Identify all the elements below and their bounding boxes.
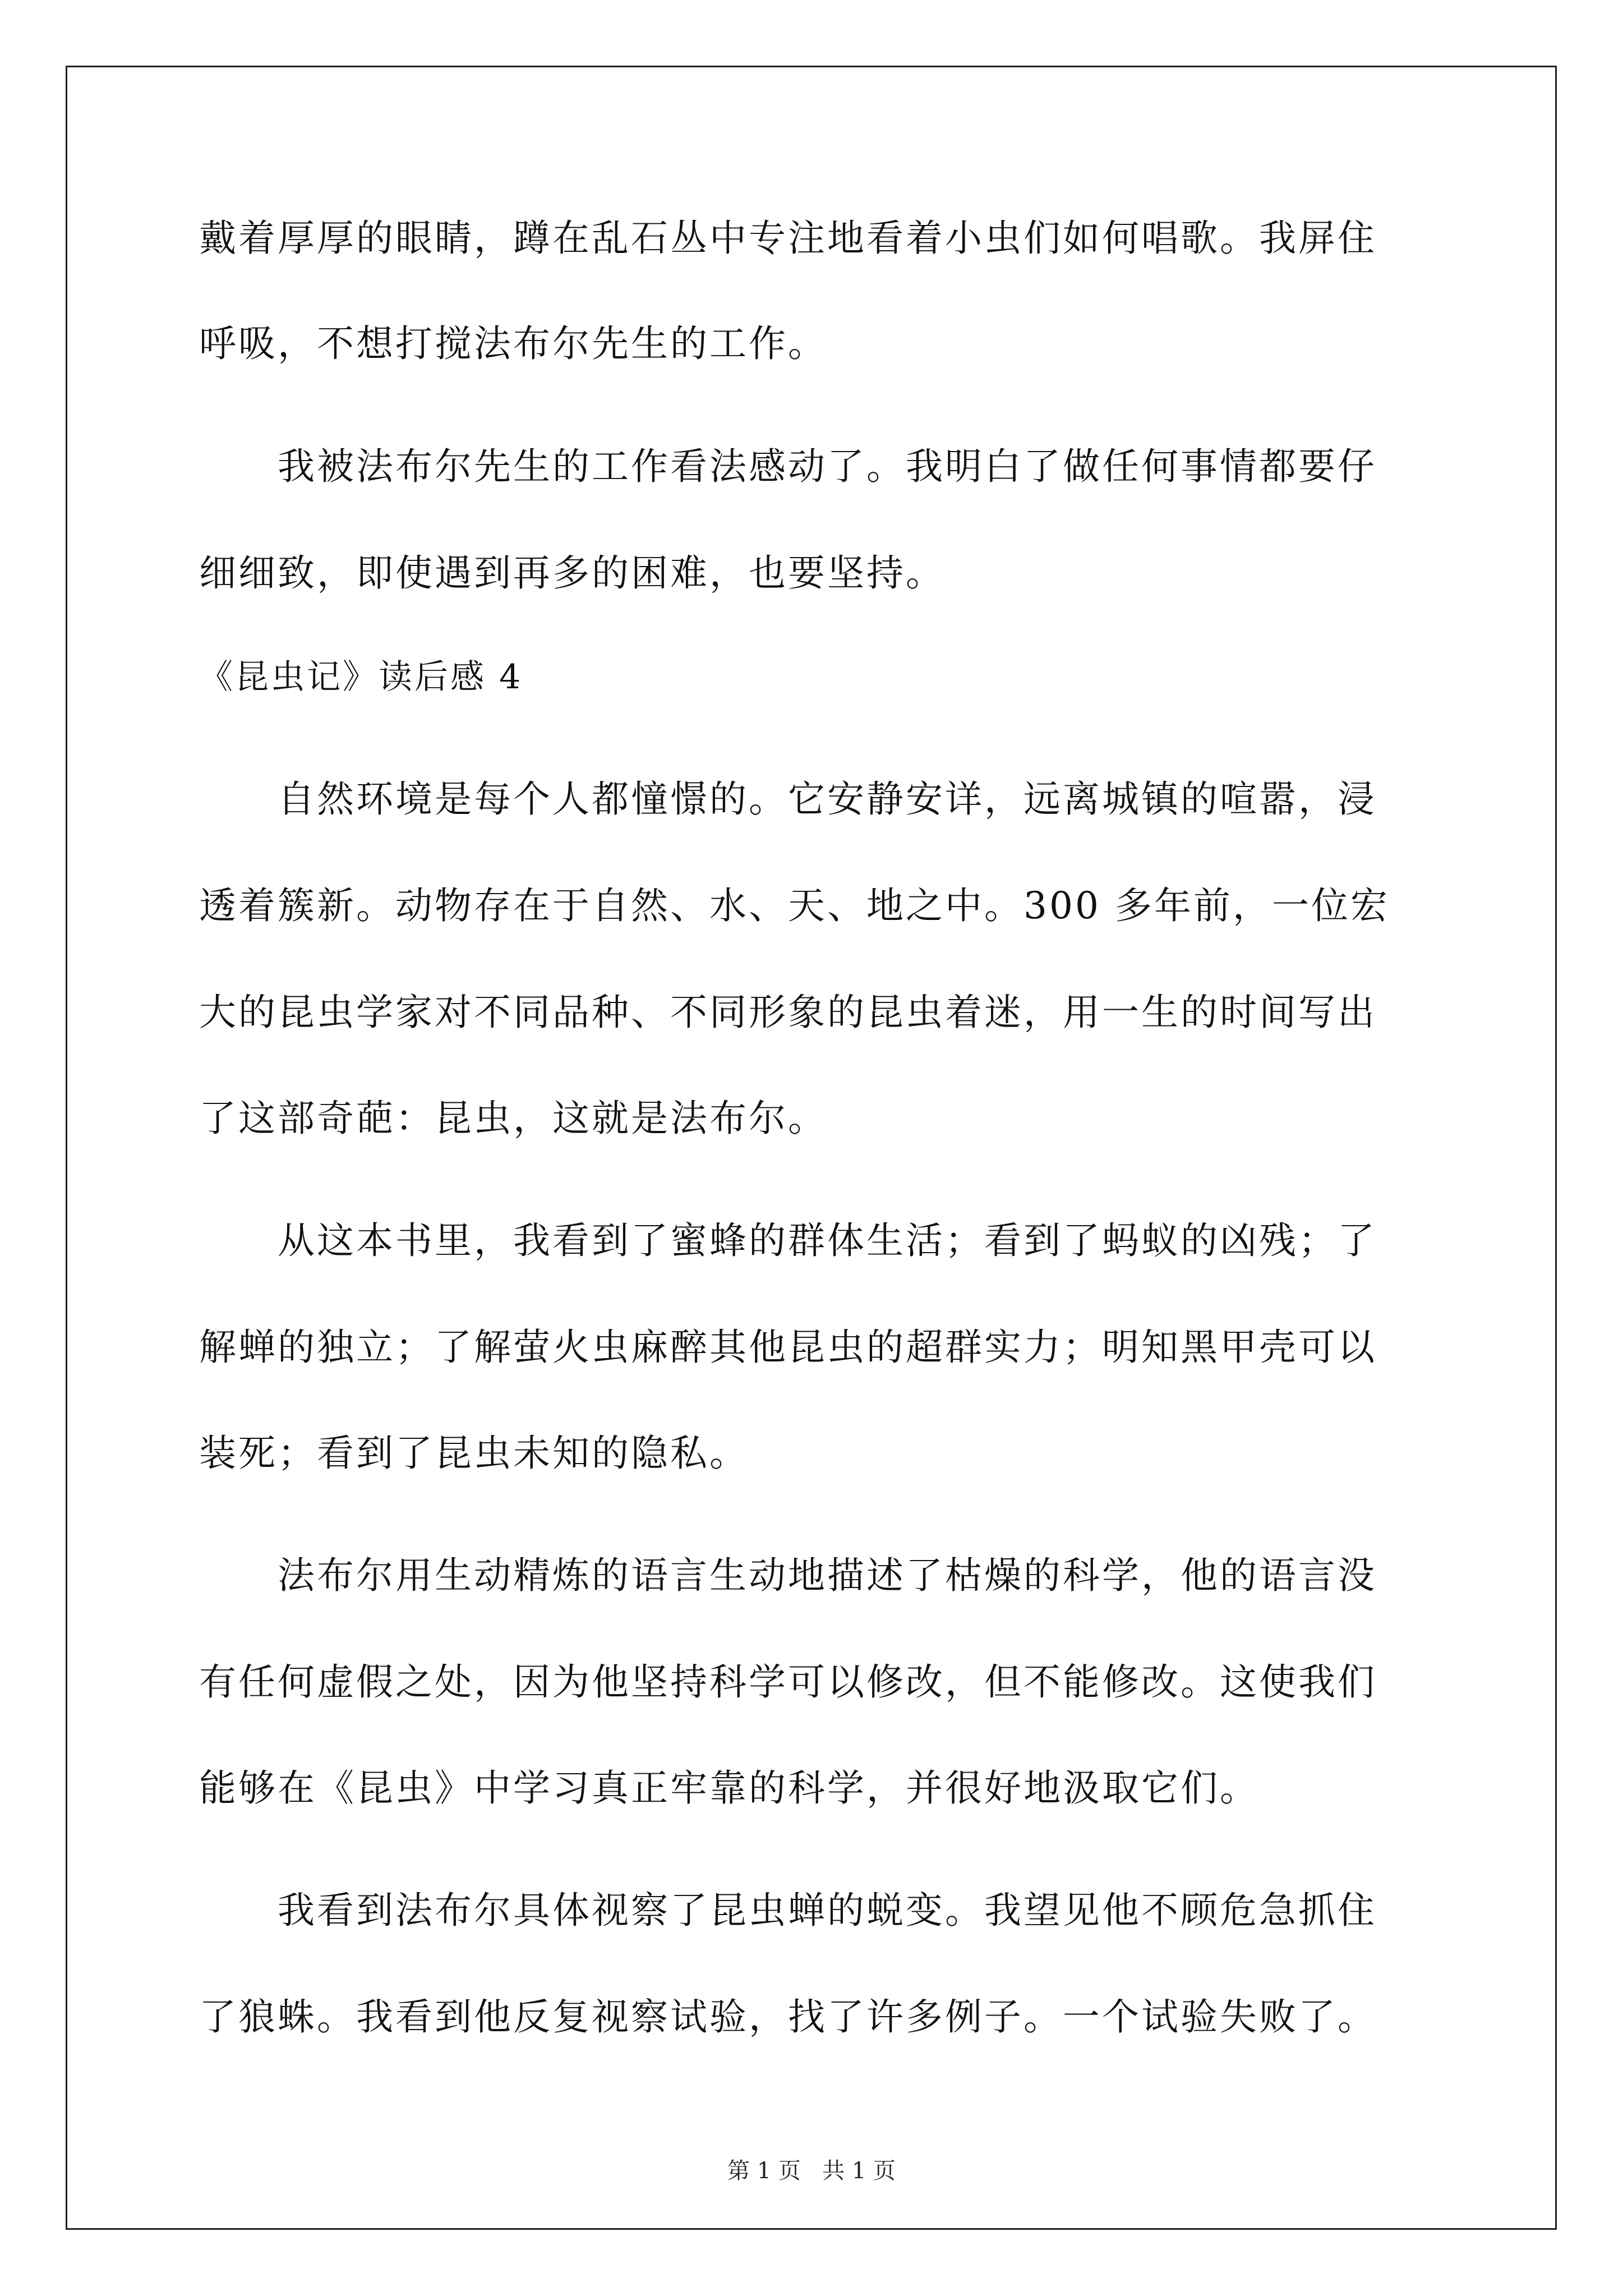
paragraph-line: 装死；看到了昆虫未知的隐私。 bbox=[199, 1432, 749, 1475]
paragraph-line: 有任何虚假之处，因为他坚持科学可以修改，但不能修改。这使我们 bbox=[199, 1660, 1377, 1704]
paragraph-line: 细细致，即使遇到再多的困难，也要坚持。 bbox=[199, 551, 945, 595]
page-number: 第 1 页 bbox=[727, 2158, 801, 2184]
paragraph-line: 大的昆虫学家对不同品种、不同形象的昆虫着迷，用一生的时间写出 bbox=[199, 991, 1377, 1034]
paragraph-line: 了这部奇葩：昆虫，这就是法布尔。 bbox=[199, 1097, 827, 1140]
paragraph-line: 了狼蛛。我看到他反复视察试验，找了许多例子。一个试验失败了。 bbox=[199, 1995, 1377, 2039]
paragraph-line: 法布尔用生动精炼的语言生动地描述了枯燥的科学，他的语言没 bbox=[278, 1554, 1377, 1597]
paragraph-line: 从这本书里，我看到了蜜蜂的群体生活；看到了蚂蚁的凶残；了 bbox=[278, 1219, 1377, 1262]
paragraph-line: 我被法布尔先生的工作看法感动了。我明白了做任何事情都要仔 bbox=[278, 445, 1377, 488]
paragraph-line: 解蝉的独立；了解萤火虫麻醉其他昆虫的超群实力；明知黑甲壳可以 bbox=[199, 1326, 1377, 1369]
paragraph-line: 戴着厚厚的眼睛，蹲在乱石丛中专注地看着小虫们如何唱歌。我屏住 bbox=[199, 217, 1377, 260]
section-heading: 《昆虫记》读后感 4 bbox=[199, 657, 523, 697]
paragraph-line: 透着簇新。动物存在于自然、水、天、地之中。300 多年前，一位宏 bbox=[199, 884, 1390, 927]
page-footer bbox=[0, 2157, 1623, 2185]
paragraph-line: 呼吸，不想打搅法布尔先生的工作。 bbox=[199, 322, 827, 365]
paragraph-line: 能够在《昆虫》中学习真正牢靠的科学，并很好地汲取它们。 bbox=[199, 1766, 1259, 1810]
paragraph-line: 我看到法布尔具体视察了昆虫蝉的蜕变。我望见他不顾危急抓住 bbox=[278, 1889, 1377, 1932]
page-total: 共 1 页 bbox=[822, 2158, 896, 2184]
paragraph-line: 自然环境是每个人都憧憬的。它安静安详，远离城镇的喧嚣，浸 bbox=[278, 777, 1377, 821]
